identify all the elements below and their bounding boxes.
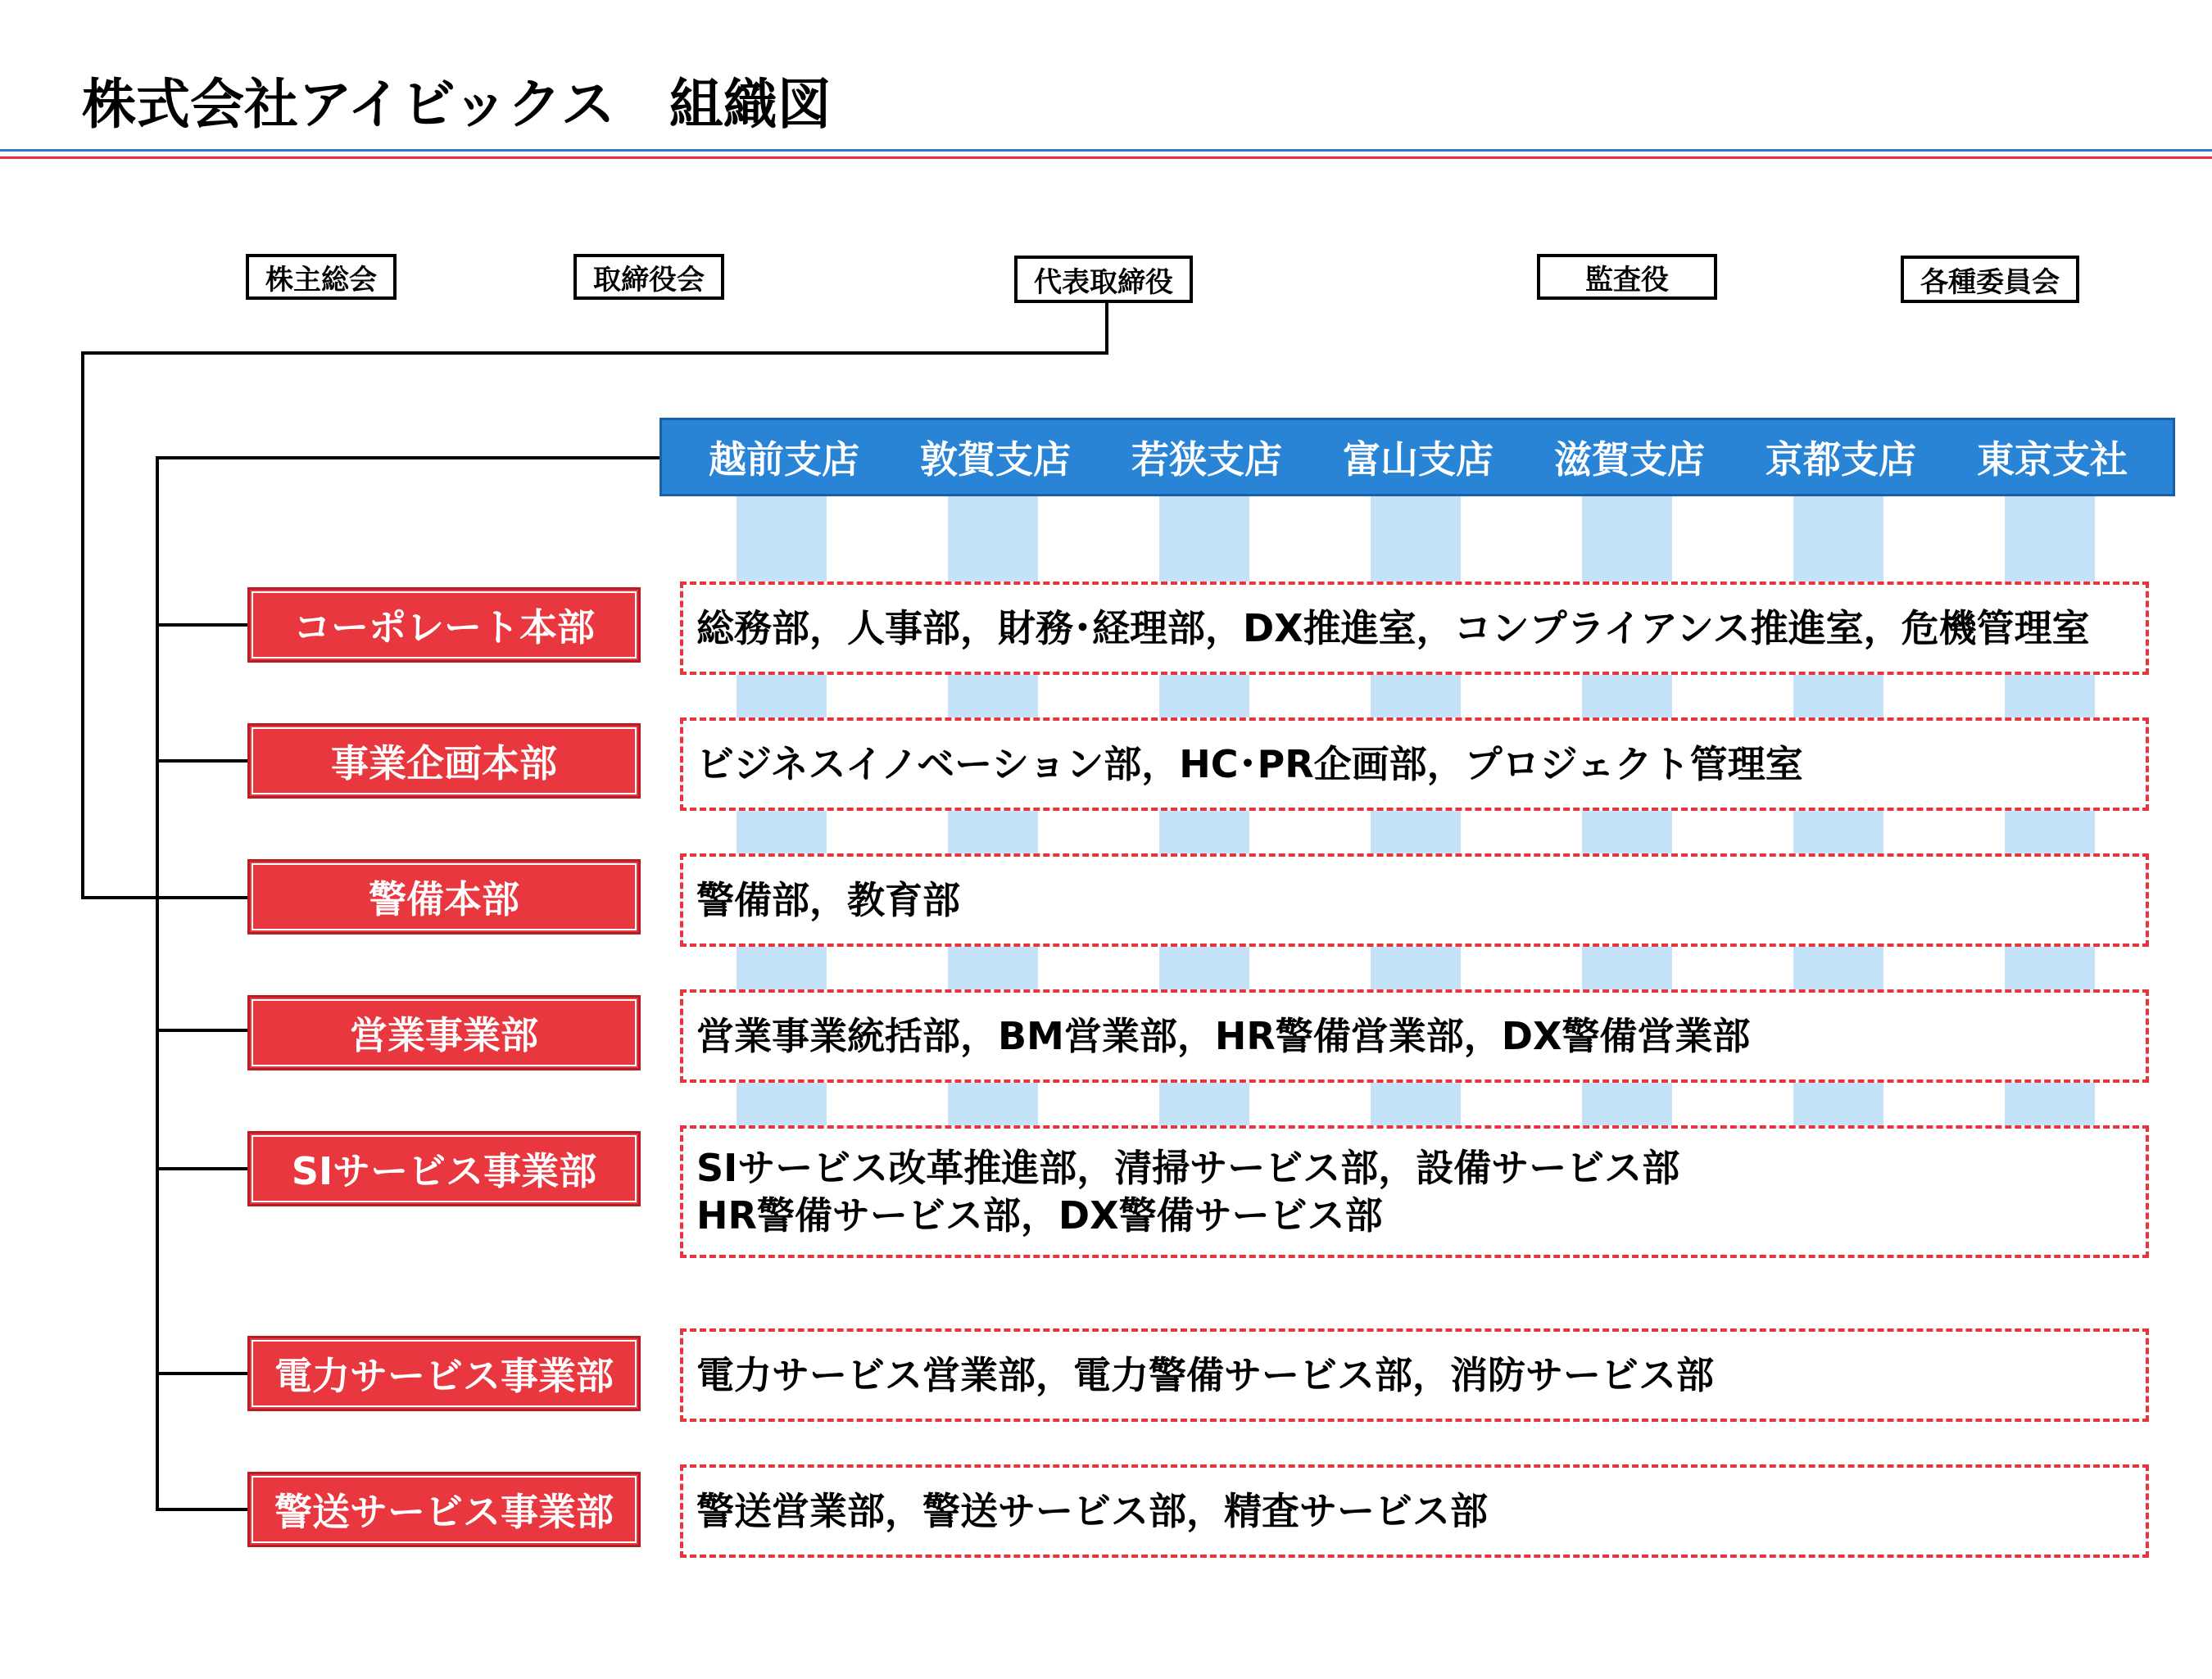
ceo-horizontal-line: [81, 351, 1108, 355]
box-shareholders-meeting: 株主総会: [246, 254, 397, 300]
branch-tsuruga: 敦賀支店: [920, 437, 1071, 482]
departments-corporate: [680, 582, 2149, 675]
division-connector: [156, 623, 247, 627]
branch-echizen: 越前支店: [709, 437, 859, 482]
division-transport-security: 警送サービス事業部: [247, 1472, 641, 1547]
division-corporate: コーポレート本部: [247, 587, 641, 663]
departments-power-service: [680, 1328, 2149, 1422]
trunk-to-security-line: [81, 896, 247, 899]
header-rule-red: [0, 156, 2212, 159]
ceo-down-line: [1105, 303, 1108, 355]
box-committees: 各種委員会: [1901, 256, 2079, 303]
department-line: 総務部，人事部，財務･経理部，DX推進室，コンプライアンス推進室，危機管理室: [696, 606, 2090, 650]
departments-security: [680, 853, 2149, 947]
departments-business-planning: [680, 717, 2149, 811]
department-line: 電力サービス営業部，電力警備サービス部，消防サービス部: [696, 1353, 1714, 1397]
branch-toyama: 富山支店: [1343, 437, 1494, 482]
division-trunk-line: [156, 456, 159, 1511]
division-business-planning: 事業企画本部: [247, 723, 641, 799]
department-line: HR警備サービス部，DX警備サービス部: [696, 1193, 1383, 1238]
branch-shiga: 滋賀支店: [1554, 437, 1705, 482]
departments-sales: [680, 989, 2149, 1083]
division-connector: [156, 759, 247, 763]
division-connector: [156, 1167, 247, 1170]
department-line: 営業事業統括部，BM営業部，HR警備営業部，DX警備営業部: [696, 1014, 1751, 1058]
department-line: 警備部，教育部: [696, 878, 960, 922]
departments-transport-security: [680, 1464, 2149, 1558]
division-sales: 営業事業部: [247, 995, 641, 1070]
division-security: 警備本部: [247, 859, 641, 935]
box-ceo: 代表取締役: [1014, 256, 1193, 303]
department-line: SIサービス改革推進部，清掃サービス部，設備サービス部: [696, 1146, 1680, 1190]
branch-feed-line: [156, 456, 660, 459]
division-connector: [156, 1029, 247, 1032]
branch-wakasa: 若狭支店: [1131, 437, 1282, 482]
branch-bar: [660, 418, 2175, 496]
division-connector: [156, 1372, 247, 1375]
division-connector: [156, 1508, 247, 1511]
left-trunk-line: [81, 351, 84, 899]
box-auditor: 監査役: [1537, 254, 1717, 300]
departments-si-service: [680, 1125, 2149, 1258]
box-board-of-directors: 取締役会: [573, 254, 724, 300]
branch-tokyo: 東京支社: [1977, 437, 2128, 482]
division-power-service: 電力サービス事業部: [247, 1336, 641, 1411]
branch-kyoto: 京都支店: [1766, 437, 1916, 482]
page-title: 株式会社アイビックス 組織図: [82, 73, 832, 136]
header-rule-blue: [0, 149, 2212, 152]
department-line: 警送営業部，警送サービス部，精査サービス部: [696, 1489, 1488, 1533]
department-line: ビジネスイノベーション部，HC･PR企画部，プロジェクト管理室: [696, 742, 1803, 786]
division-si-service: SIサービス事業部: [247, 1131, 641, 1206]
